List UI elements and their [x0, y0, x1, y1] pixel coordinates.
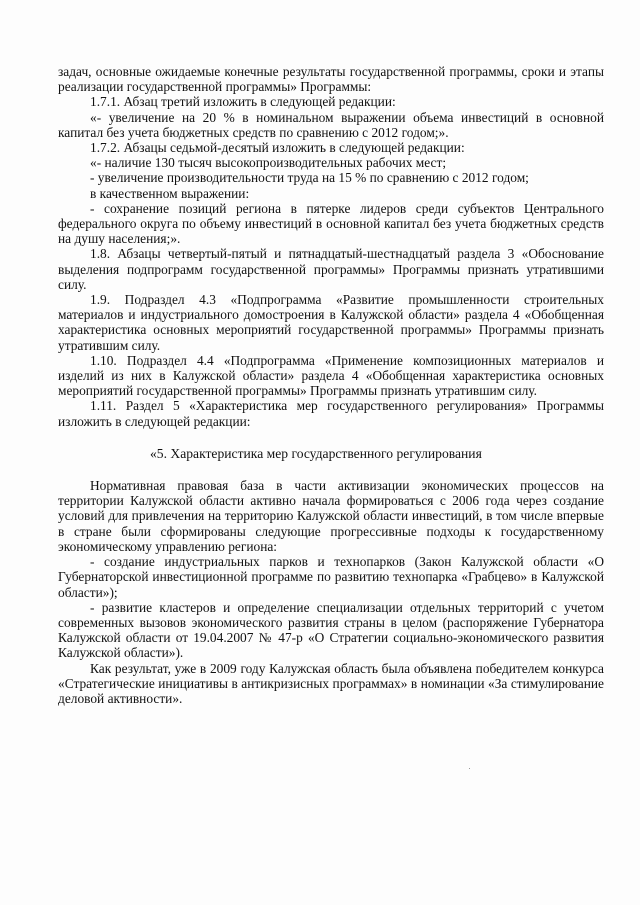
paragraph-legal-base: Нормативная правовая база в части активизации экономических процессов на территории Калужской области активно начала формироваться с 2006 года через создание условий для привлечения на территорию Калужской области инвестиций, в том числе впервые в стране были сформированы следующие прогрессивные подходы к государственному экономическому управлению региона:: [58, 478, 604, 554]
paragraph-qualitative: в качественном выражении:: [90, 185, 250, 201]
paragraph-clusters: - развитие кластеров и определение специализации отдельных территорий с учетом современных вызовов экономического развития страны в целом (распоряжение Губернатора Калужской области от 19.04.2007 № 47-р «О Стратегии социально-экономического развития Калужской области»).: [58, 599, 604, 661]
paragraph-productivity: - увеличение производительности труда на 15 % по сравнению с 2012 годом;: [90, 170, 529, 186]
section-5-heading: «5. Характеристика мер государственного регулирования: [150, 445, 482, 461]
paragraph-investment-growth: «- увеличение на 20 % в номинальном выражении объема инвестиций в основной капитал без учета бюджетных средств по сравнению с 2012 годом;».: [58, 109, 604, 140]
paragraph-result-2009: Как результат, уже в 2009 году Калужская область была объявлена победителем конкурса «Стратегические инициативы в антикризисных программах» в номинации «За стимулирование деловой активности».: [58, 660, 604, 706]
paragraph-1-9: 1.9. Подраздел 4.3 «Подпрограмма «Развитие промышленности строительных материалов и индустриального домостроения в Калужской области» раздела 4 «Обобщенная характеристика основных мероприятий государственной программы» Программы признать утратившим силу.: [58, 292, 604, 353]
document-body: [58, 64, 604, 706]
paragraph-1-7-1: 1.7.1. Абзац третий изложить в следующей редакции:: [90, 94, 396, 110]
paragraph-1-7-2: 1.7.2. Абзацы седьмой-десятый изложить в следующей редакции:: [90, 140, 465, 156]
scan-speck: [469, 768, 470, 769]
paragraph-intro-continuation: задач, основные ожидаемые конечные результаты государственной программы, сроки и этапы реализации государственной программы» Программы:: [58, 64, 604, 95]
paragraph-industrial-parks: - создание индустриальных парков и технопарков (Закон Калужской области «О Губернаторской инвестиционной программе по развитию технопарка «Грабцево» в Калужской области»);: [58, 554, 604, 600]
paragraph-jobs: «- наличие 130 тысяч высокопроизводительных рабочих мест;: [90, 155, 447, 171]
paragraph-1-8: 1.8. Абзацы четвертый-пятый и пятнадцатый-шестнадцатый раздела 3 «Обоснование выделения подпрограмм государственной программы» Программы признать утратившими силу.: [58, 246, 604, 292]
paragraph-1-10: 1.10. Подраздел 4.4 «Подпрограмма «Применение композиционных материалов и изделий из них в Калужской области» раздела 4 «Обобщенная характеристика основных мероприятий государственной программы» Программы признать утратившим силу.: [58, 352, 604, 399]
paragraph-region-position: - сохранение позиций региона в пятерке лидеров среди субъектов Центрального федерального округа по объему инвестиций в основной капитал без учета бюджетных средств на душу населения;».: [58, 200, 604, 247]
paragraph-1-11: 1.11. Раздел 5 «Характеристика мер государственного регулирования» Программы изложить в следующей редакции:: [58, 398, 604, 429]
